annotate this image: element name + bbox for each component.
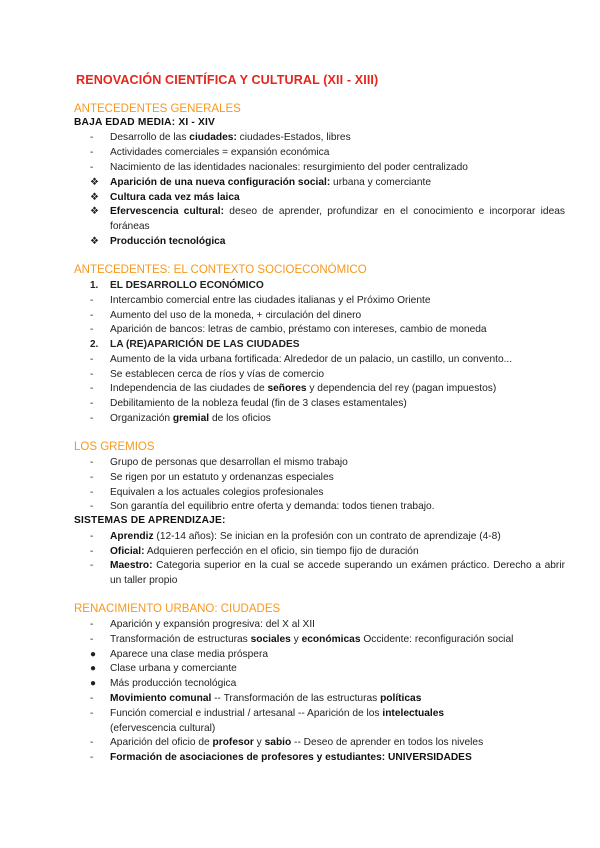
subheading-sistemas-aprendizaje: SISTEMAS DE APRENDIZAJE:: [74, 515, 226, 526]
dash-marker: -: [90, 162, 94, 173]
list-item: - Aparición de bancos: letras de cambio, préstamo con intereses, cambio de moneda: [90, 323, 565, 338]
dash-marker: -: [90, 413, 94, 424]
list-item: - Desarrollo de las ciudades: ciudades-Estados, libres: [90, 131, 565, 146]
list-item: - Función comercial e industrial / artesanal -- Aparición de los intelectuales (efervescencia cultural): [90, 708, 445, 734]
dash-marker: -: [90, 752, 94, 763]
list-item: - Se rigen por un estatuto y ordenanzas especiales: [90, 471, 565, 486]
item-number: 1.: [90, 280, 99, 291]
list-item: - Intercambio comercial entre las ciudades italianas y el Próximo Oriente: [90, 294, 565, 309]
dash-marker: -: [90, 501, 94, 512]
list-item: - Maestro: Categoria superior en la cual se accede superando un exámen práctico. Derecho a abrir un taller propio: [90, 560, 565, 586]
list-item: ● Clase urbana y comerciante: [90, 663, 237, 674]
list-item: - Debilitamiento de la nobleza feudal (fin de 3 clases estamentales): [90, 397, 565, 412]
dash-marker: -: [90, 369, 94, 380]
list-item: - Organización gremial de los oficios: [90, 412, 565, 427]
list-item: - Aprendiz (12-14 años): Se inician en la profesión con un contrato de aprendizaje (4-8): [90, 530, 565, 545]
list-item: - Actividades comerciales = expansión económica: [90, 146, 565, 161]
list-item: - Aumento de la vida urbana fortificada: Alrededor de un palacio, un castillo, un convento...: [90, 353, 565, 368]
diamond-bullet-icon: ❖: [90, 206, 99, 217]
dash-marker: -: [90, 693, 94, 704]
dash-marker: -: [90, 295, 94, 306]
dash-marker: -: [90, 383, 94, 394]
list-item: ❖ Aparición de una nueva configuración social: urbana y comerciante: [90, 176, 565, 191]
item-number: 2.: [90, 339, 99, 350]
list-item: - Equivalen a los actuales colegios profesionales: [90, 486, 565, 501]
dash-marker: -: [90, 324, 94, 335]
section-heading-renacimiento-urbano: RENACIMIENTO URBANO: CIUDADES: [74, 603, 281, 615]
list-item: ● Más producción tecnológica: [90, 678, 237, 689]
dash-marker: -: [90, 737, 94, 748]
dash-marker: -: [90, 546, 94, 557]
list-item: - Oficial: Adquieren perfección en el oficio, sin tiempo fijo de duración: [90, 545, 565, 560]
bullet-dot-icon: ●: [90, 649, 97, 660]
list-item: - Se establecen cerca de ríos y vías de comercio: [90, 368, 565, 383]
list-item: ● Aparece una clase media próspera: [90, 649, 269, 660]
diamond-bullet-icon: ❖: [90, 192, 99, 203]
section-heading-contexto-socioeconomico: ANTECEDENTES: EL CONTEXTO SOCIOECONÓMICO: [74, 264, 367, 276]
list-item: ❖ Efervescencia cultural: deseo de aprender, profundizar en el conocimiento e incorporar ideas foráneas: [90, 206, 565, 232]
diamond-bullet-icon: ❖: [90, 177, 99, 188]
dash-marker: -: [90, 531, 94, 542]
diamond-bullet-icon: ❖: [90, 236, 99, 247]
list-item: - Aparición y expansión progresiva: del X al XII: [90, 618, 565, 633]
dash-marker: -: [90, 354, 94, 365]
dash-marker: -: [90, 472, 94, 483]
list-item: - Independencia de las ciudades de señores y dependencia del rey (pagan impuestos): [90, 382, 565, 397]
bullet-dot-icon: ●: [90, 663, 97, 674]
dash-marker: -: [90, 560, 94, 571]
list-item: - Formación de asociaciones de profesores y estudiantes: UNIVERSIDADES: [90, 751, 565, 766]
dash-marker: -: [90, 619, 94, 630]
dash-marker: -: [90, 634, 94, 645]
list-item: - Aumento del uso de la moneda, + circulación del dinero: [90, 309, 565, 324]
numbered-item: 2. LA (RE)APARICIÓN DE LAS CIUDADES: [90, 338, 565, 353]
dash-marker: -: [90, 398, 94, 409]
dash-marker: -: [90, 457, 94, 468]
dash-marker: -: [90, 487, 94, 498]
bullet-dot-icon: ●: [90, 678, 97, 689]
dash-marker: -: [90, 132, 94, 143]
dash-marker: -: [90, 708, 94, 719]
dash-marker: -: [90, 310, 94, 321]
list-item: ❖ Cultura cada vez más laica: [90, 191, 565, 206]
list-item: - Aparición del oficio de profesor y sabio -- Deseo de aprender en todos los niveles: [90, 736, 565, 751]
numbered-item: 1. EL DESARROLLO ECONÓMICO: [90, 279, 565, 294]
list-item: ❖ Producción tecnológica: [90, 235, 565, 250]
subheading-baja-edad-media: BAJA EDAD MEDIA: XI - XIV: [74, 117, 216, 128]
section-heading-antecedentes-generales: ANTECEDENTES GENERALES: [74, 103, 241, 115]
dash-marker: -: [90, 147, 94, 158]
list-item: - Movimiento comunal -- Transformación de las estructuras políticas: [90, 692, 565, 707]
list-item: - Nacimiento de las identidades nacionales: resurgimiento del poder centralizado: [90, 161, 565, 176]
list-item: - Son garantía del equilibrio entre oferta y demanda: todos tienen trabajo.: [90, 500, 565, 515]
document-title: RENOVACIÓN CIENTÍFICA Y CULTURAL (XII - XIII): [76, 73, 379, 87]
list-item: - Transformación de estructuras sociales y económicas Occidente: reconfiguración social: [90, 633, 565, 648]
section-heading-gremios: LOS GREMIOS: [74, 441, 155, 453]
list-item: - Grupo de personas que desarrollan el mismo trabajo: [90, 456, 565, 471]
